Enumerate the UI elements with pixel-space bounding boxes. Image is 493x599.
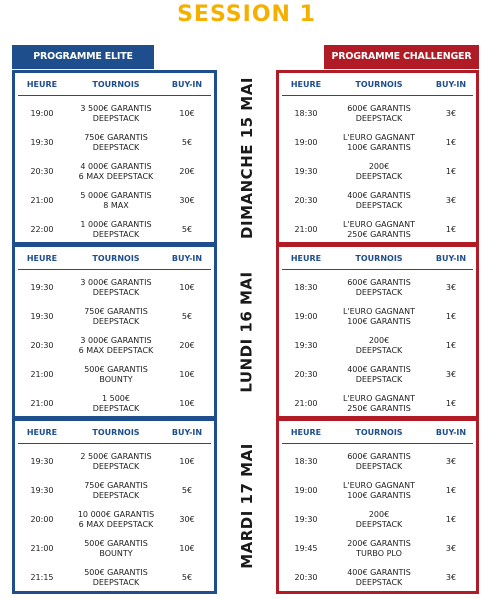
header-divider (282, 443, 473, 444)
row-time: 19:00 (294, 485, 318, 495)
row-time: 21:15 (30, 572, 54, 582)
row-buyin: 20€ (179, 340, 195, 350)
row-tournament: 5 000€ GARANTIS 8 MAX (80, 191, 152, 210)
row-tournament: L'EURO GAGNANT 100€ GARANTIS (342, 307, 416, 326)
row-buyin: 1€ (445, 514, 457, 524)
row-time: 19:00 (294, 311, 318, 321)
table-row (15, 447, 214, 476)
row-time: 19:45 (294, 543, 318, 553)
row-tournament: 750€ GARANTIS DEEPSTACK (84, 133, 148, 152)
row-time: 21:00 (30, 543, 54, 553)
challenger-schedule-table (276, 244, 479, 419)
row-time: 21:00 (30, 398, 54, 408)
table-row (279, 360, 476, 389)
row-buyin: 3€ (445, 572, 457, 582)
header-divider (18, 443, 211, 444)
header-tournois: TOURNOIS (355, 80, 403, 89)
row-buyin: 3€ (445, 369, 457, 379)
row-buyin: 10€ (179, 456, 195, 466)
row-tournament: 400€ GARANTIS DEEPSTACK (347, 568, 411, 587)
header-tournois: TOURNOIS (355, 254, 403, 263)
table-row (15, 534, 214, 563)
row-buyin: 5€ (181, 572, 193, 582)
row-tournament: 200€ GARANTIS TURBO PLO (347, 539, 411, 558)
table-row (279, 447, 476, 476)
table-row (279, 389, 476, 418)
row-tournament: 750€ GARANTIS DEEPSTACK (84, 481, 148, 500)
day-label (218, 70, 276, 245)
row-buyin: 1€ (445, 485, 457, 495)
row-tournament: 600€ GARANTIS DEEPSTACK (347, 278, 411, 297)
day-label-text: MARDI 17 MAI (238, 443, 256, 569)
row-buyin: 10€ (179, 398, 195, 408)
row-time: 20:30 (294, 572, 318, 582)
row-time: 20:30 (294, 369, 318, 379)
row-tournament: 200€ DEEPSTACK (355, 510, 403, 529)
header-heure: HEURE (290, 428, 322, 437)
row-tournament: 10 000€ GARANTIS 6 MAX DEEPSTACK (77, 510, 155, 529)
header-buyin: BUY-IN (171, 80, 203, 89)
row-buyin: 5€ (181, 311, 193, 321)
elite-schedule-table (12, 244, 217, 419)
row-tournament: L'EURO GAGNANT 100€ GARANTIS (342, 133, 416, 152)
row-time: 20:30 (30, 340, 54, 350)
header-heure: HEURE (26, 80, 58, 89)
row-buyin: 3€ (445, 456, 457, 466)
table-row (15, 186, 214, 215)
table-row (15, 331, 214, 360)
header-tournois: TOURNOIS (92, 428, 140, 437)
table-row (15, 563, 214, 592)
table-header (279, 428, 476, 440)
table-row (279, 302, 476, 331)
header-buyin: BUY-IN (435, 254, 467, 263)
row-buyin: 1€ (445, 311, 457, 321)
challenger-schedule-table (276, 418, 479, 594)
row-tournament: 2 500€ GARANTIS DEEPSTACK (80, 452, 152, 471)
header-divider (282, 95, 473, 96)
table-row (15, 360, 214, 389)
row-time: 19:30 (30, 282, 54, 292)
row-time: 19:30 (30, 311, 54, 321)
row-buyin: 30€ (179, 195, 195, 205)
table-header (15, 428, 214, 440)
elite-schedule-table (12, 418, 217, 594)
table-row (279, 273, 476, 302)
table-row (279, 331, 476, 360)
row-buyin: 10€ (179, 282, 195, 292)
table-row (279, 99, 476, 128)
row-tournament: 750€ GARANTIS DEEPSTACK (84, 307, 148, 326)
row-time: 19:30 (30, 456, 54, 466)
table-row (279, 505, 476, 534)
programme-challenger-label: PROGRAMME CHALLENGER (324, 45, 479, 69)
row-time: 18:30 (294, 456, 318, 466)
row-tournament: 3 500€ GARANTIS DEEPSTACK (80, 104, 152, 123)
row-tournament: 4 000€ GARANTIS 6 MAX DEEPSTACK (78, 162, 154, 181)
table-row (15, 302, 214, 331)
row-time: 18:30 (294, 282, 318, 292)
header-divider (282, 269, 473, 270)
table-header (15, 254, 214, 266)
row-tournament: L'EURO GAGNANT 100€ GARANTIS (342, 481, 416, 500)
row-tournament: 600€ GARANTIS DEEPSTACK (347, 452, 411, 471)
table-row (15, 476, 214, 505)
table-header (15, 80, 214, 92)
row-time: 18:30 (294, 108, 318, 118)
row-tournament: 600€ GARANTIS DEEPSTACK (347, 104, 411, 123)
header-tournois: TOURNOIS (92, 80, 140, 89)
row-buyin: 1€ (445, 166, 457, 176)
row-time: 21:00 (30, 195, 54, 205)
row-tournament: 400€ GARANTIS DEEPSTACK (347, 365, 411, 384)
table-row (15, 505, 214, 534)
row-tournament: 500€ GARANTIS BOUNTY (84, 539, 148, 558)
row-time: 19:30 (294, 514, 318, 524)
row-buyin: 5€ (181, 224, 193, 234)
row-time: 21:00 (294, 398, 318, 408)
row-time: 19:30 (30, 485, 54, 495)
row-time: 19:00 (30, 108, 54, 118)
header-heure: HEURE (26, 428, 58, 437)
row-buyin: 10€ (179, 369, 195, 379)
header-buyin: BUY-IN (435, 428, 467, 437)
table-row (279, 476, 476, 505)
header-divider (18, 269, 211, 270)
row-buyin: 5€ (181, 485, 193, 495)
table-row (15, 99, 214, 128)
row-tournament: 1 500€ DEEPSTACK (92, 394, 140, 413)
row-buyin: 1€ (445, 340, 457, 350)
row-time: 20:30 (294, 195, 318, 205)
header-buyin: BUY-IN (171, 428, 203, 437)
row-time: 22:00 (30, 224, 54, 234)
row-time: 19:30 (294, 166, 318, 176)
row-time: 20:00 (30, 514, 54, 524)
row-buyin: 1€ (445, 224, 457, 234)
row-tournament: 500€ GARANTIS BOUNTY (84, 365, 148, 384)
header-buyin: BUY-IN (435, 80, 467, 89)
table-header (279, 254, 476, 266)
row-buyin: 20€ (179, 166, 195, 176)
day-label (218, 418, 276, 594)
row-buyin: 3€ (445, 108, 457, 118)
table-row (15, 215, 214, 244)
row-buyin: 3€ (445, 195, 457, 205)
row-tournament: 400€ GARANTIS DEEPSTACK (347, 191, 411, 210)
header-heure: HEURE (290, 80, 322, 89)
table-row (279, 215, 476, 244)
table-row (15, 273, 214, 302)
row-buyin: 30€ (179, 514, 195, 524)
row-tournament: L'EURO GAGNANT 250€ GARANTIS (342, 394, 416, 413)
page-title: SESSION 1 (177, 2, 316, 27)
table-row (279, 534, 476, 563)
row-buyin: 5€ (181, 137, 193, 147)
table-row (279, 563, 476, 592)
row-time: 20:30 (30, 166, 54, 176)
row-buyin: 10€ (179, 543, 195, 553)
row-tournament: 500€ GARANTIS DEEPSTACK (84, 568, 148, 587)
row-tournament: 200€ DEEPSTACK (355, 162, 403, 181)
day-label-text: DIMANCHE 15 MAI (238, 76, 256, 239)
table-row (279, 186, 476, 215)
row-buyin: 3€ (445, 282, 457, 292)
elite-schedule-table (12, 70, 217, 245)
row-time: 19:00 (294, 137, 318, 147)
row-time: 21:00 (294, 224, 318, 234)
header-heure: HEURE (290, 254, 322, 263)
header-divider (18, 95, 211, 96)
row-time: 19:30 (30, 137, 54, 147)
row-tournament: L'EURO GAGNANT 250€ GARANTIS (342, 220, 416, 239)
day-label-text: LUNDI 16 MAI (238, 270, 257, 393)
table-row (15, 389, 214, 418)
header-tournois: TOURNOIS (355, 428, 403, 437)
header-heure: HEURE (26, 254, 58, 263)
table-row (15, 128, 214, 157)
row-time: 19:30 (294, 340, 318, 350)
row-buyin: 3€ (445, 543, 457, 553)
day-label (218, 244, 276, 419)
table-row (15, 157, 214, 186)
row-buyin: 1€ (445, 137, 457, 147)
table-row (279, 157, 476, 186)
row-tournament: 3 000€ GARANTIS 6 MAX DEEPSTACK (78, 336, 154, 355)
row-tournament: 200€ DEEPSTACK (355, 336, 403, 355)
row-tournament: 1 000€ GARANTIS DEEPSTACK (80, 220, 152, 239)
challenger-schedule-table (276, 70, 479, 245)
header-tournois: TOURNOIS (92, 254, 140, 263)
row-buyin: 10€ (179, 108, 195, 118)
header-buyin: BUY-IN (171, 254, 203, 263)
row-buyin: 1€ (445, 398, 457, 408)
row-time: 21:00 (30, 369, 54, 379)
row-tournament: 3 000€ GARANTIS DEEPSTACK (80, 278, 152, 297)
table-row (279, 128, 476, 157)
programme-elite-label: PROGRAMME ELITE (12, 45, 154, 69)
table-header (279, 80, 476, 92)
